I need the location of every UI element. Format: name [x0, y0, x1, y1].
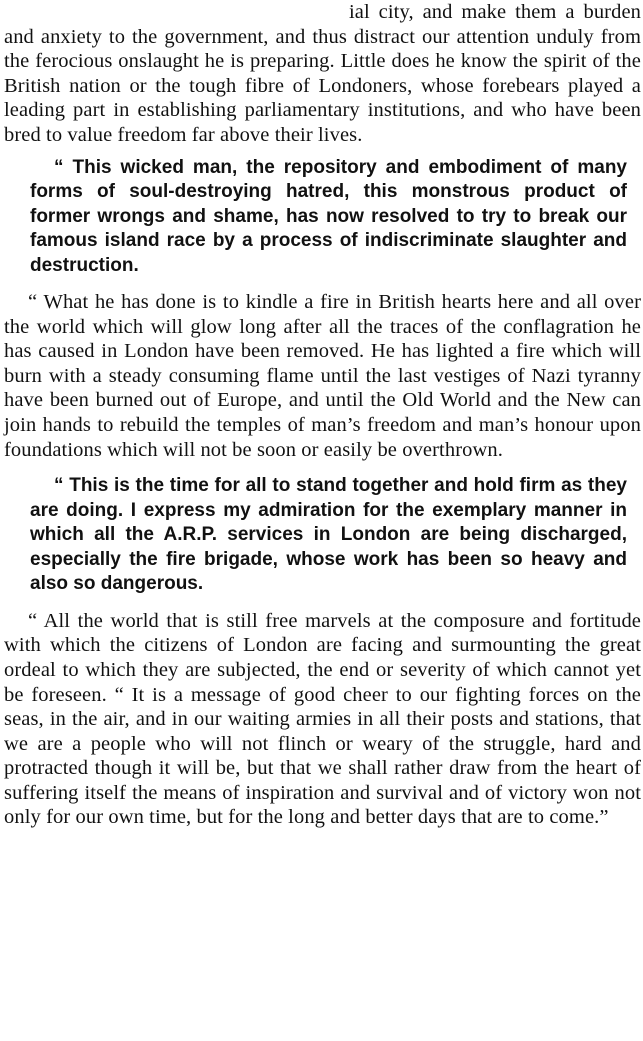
paragraph-continued-from-previous-page: ial city, and make them a burden and anxiety to the government, and thus distract our attention unduly from the ferocious onslaught he is preparing. Little does he know the spirit of the British nation or the tough fibre of Londoners, whose forebears played a leading part in establishing parliamentary institutions, and who have been bred to value freedom far above their lives. — [4, 1, 641, 146]
paragraph-kindle-a-fire: “ What he has done is to kindle a fire in British hearts here and all over the world which will glow long after all the traces of the conflagration he has caused in London have been removed. He has lighted a fire which will burn with a steady consuming flame until the last vestiges of Nazi tyranny have been burned out of Europe, and until the Old World and the New can join hands to rebuild the temples of man’s freedom and man’s honour upon foundations which will not be soon or easily be overthrown. — [4, 291, 641, 461]
spacer — [4, 148, 641, 156]
spacer — [4, 278, 641, 290]
paragraph-all-the-world: “ All the world that is still free marvels at the composure and fortitude with which the citizens of London are facing and surmounting the great ordeal to which they are subjected, the end or severity of which cannot yet be foreseen. “ It is a message of good cheer to our fighting forces on the seas, in the air, and in our waiting armies in all their posts and stations, that we are a people who will not flinch or weary of the struggle, hard and protracted though it will be, but that we shall rather draw from the heart of suffering itself the means of inspiration and survival and of victory won not only for our own time, but for the long and better days that are to come.” — [4, 609, 641, 829]
spacer — [4, 462, 641, 474]
bold-quote-paragraph-wicked-man: “ This wicked man, the repository and embodiment of many forms of soul-destroying hatred, this monstrous product of former wrongs and shame, has now resolved to try to break our famous island race by a process of indiscriminate slaughter and destruction. — [30, 156, 627, 276]
bold-quote-paragraph-stand-together: “ This is the time for all to stand together and hold firm as they are doing. I express my admiration for the exemplary manner in which all the A.R.P. services in London are being discharged, especially the fire brigade, whose work has been so heavy and also so dangerous. — [30, 475, 627, 595]
spacer — [4, 597, 641, 609]
